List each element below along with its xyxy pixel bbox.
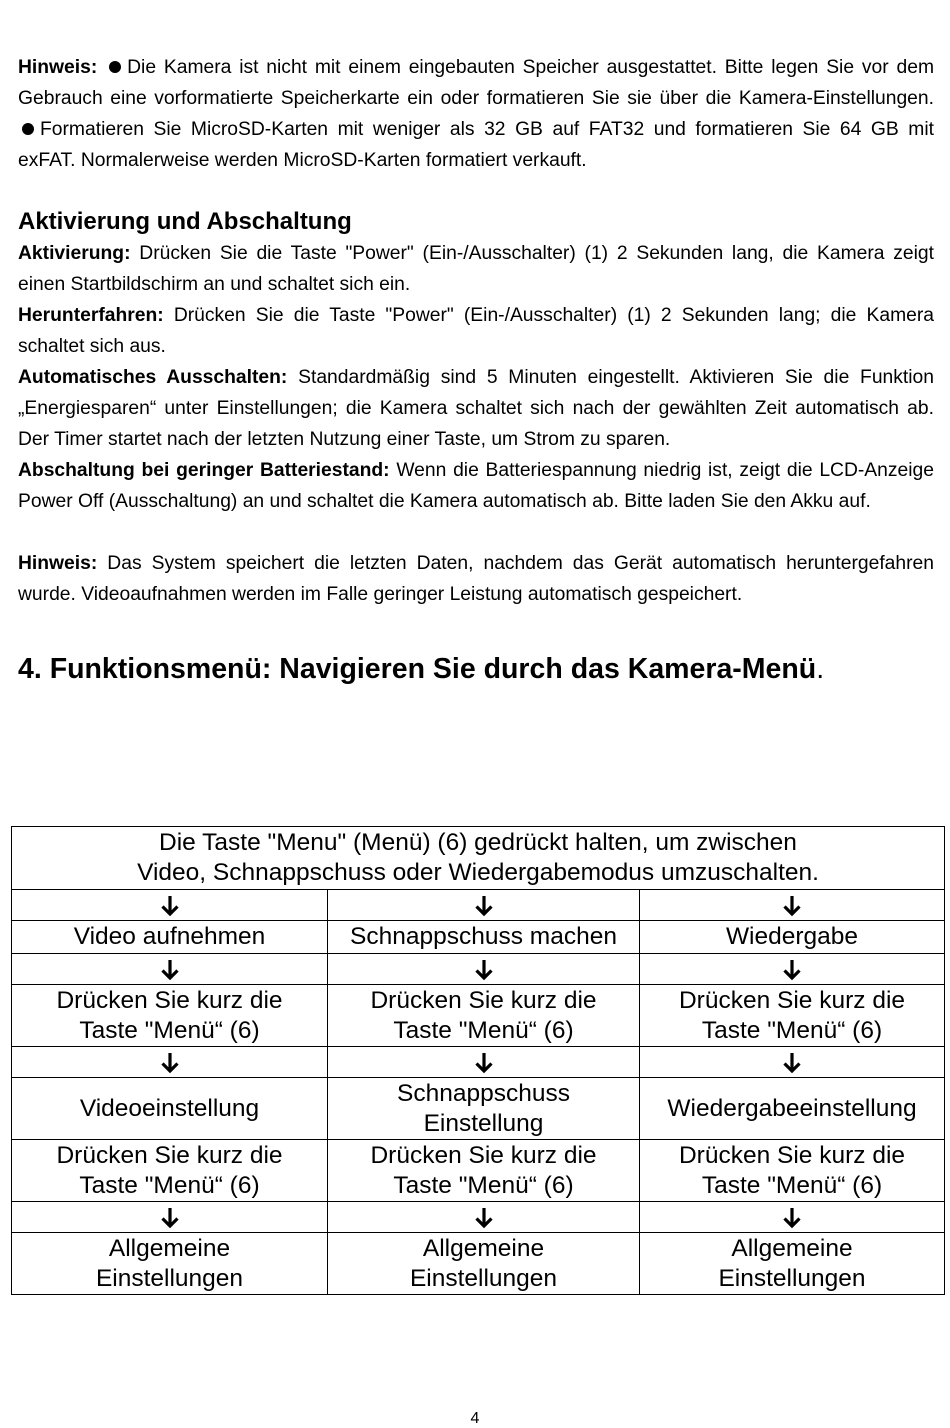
paragraph-label: Herunterfahren: bbox=[18, 305, 164, 326]
paragraph-activation bbox=[18, 238, 934, 300]
arrow-down-icon bbox=[782, 959, 802, 981]
table-row bbox=[12, 827, 945, 890]
arrow-down-icon bbox=[160, 895, 180, 917]
paragraph-label: Aktivierung: bbox=[18, 243, 131, 264]
cell-line: Taste "Menü“ (6) bbox=[701, 1171, 883, 1199]
arrow-cell bbox=[328, 890, 640, 921]
cell-line: Wiedergabeeinstellung bbox=[667, 1094, 917, 1122]
press-menu-cell bbox=[640, 1140, 945, 1202]
header-line: Die Taste "Menu" (Menü) (6) gedrückt halten, um zwischen bbox=[159, 829, 797, 856]
paragraph-text: Wenn die Batteriespannung niedrig ist, zeigt die LCD-Anzeige Power Off (Ausschaltung) an und schaltet die Kamera automatisch ab. Bitte laden Sie den Akku auf. bbox=[18, 460, 934, 512]
bullet-icon bbox=[109, 61, 121, 73]
table-header-cell bbox=[12, 827, 945, 890]
cell-line: Taste "Menü“ (6) bbox=[393, 1016, 574, 1044]
paragraph-text: Standardmäßig sind 5 Minuten eingestellt. Aktivieren Sie die Funktion „Energiesparen“ unter Einstellungen; die Kamera schaltet sich nach der gewählten Zeit automatisch ab. Der Timer startet nach der letzten Nutzung einer Taste, um Strom zu sparen. bbox=[18, 367, 935, 450]
mode-cell: Video aufnehmen bbox=[12, 921, 328, 954]
paragraph-text: Drücken Sie die Taste "Power" (Ein-/Ausschalter) (1) 2 Sekunden lang, die Kamera zeigt einen Startbildschirm an und schaltet sich ein. bbox=[18, 243, 934, 295]
arrow-down-icon bbox=[160, 1207, 180, 1229]
note-text-b: Formatieren Sie MicroSD-Karten mit weniger als 32 GB auf FAT32 und formatieren Sie 64 GB mit exFAT. Normalerweise werden MicroSD-Karten formatiert verkauft. bbox=[18, 119, 934, 171]
arrow-down-icon bbox=[474, 895, 494, 917]
paragraph-low-battery bbox=[18, 455, 934, 517]
arrow-down-icon bbox=[474, 1207, 494, 1229]
general-settings-cell bbox=[640, 1233, 945, 1295]
arrow-cell bbox=[328, 1047, 640, 1078]
paragraph-label: Automatisches Ausschalten: bbox=[18, 367, 288, 388]
arrow-cell bbox=[12, 890, 328, 921]
note-text-a: Die Kamera ist nicht mit einem eingebauten Speicher ausgestattet. Bitte legen Sie vor dem Gebrauch eine vorformatierte Speicherkarte ein oder formatieren Sie sie über die Kamera-Einstellungen. bbox=[18, 57, 935, 109]
paragraph-auto-off bbox=[18, 362, 934, 455]
table-row bbox=[12, 1078, 945, 1140]
chapter-period: . bbox=[816, 653, 825, 685]
arrow-cell bbox=[640, 1202, 945, 1233]
cell-line: Einstellungen bbox=[95, 1264, 244, 1292]
note-system-save bbox=[18, 548, 934, 610]
press-menu-cell bbox=[640, 985, 945, 1047]
note-label: Hinweis: bbox=[18, 57, 98, 78]
arrow-down-icon bbox=[782, 1207, 802, 1229]
setting-cell bbox=[12, 1078, 328, 1140]
arrow-cell bbox=[12, 1202, 328, 1233]
cell-line: Videoeinstellung bbox=[79, 1094, 260, 1122]
chapter-number: 4. bbox=[18, 653, 42, 685]
section-title: Aktivierung und Abschaltung bbox=[18, 208, 352, 235]
mode-cell: Schnappschuss machen bbox=[328, 921, 640, 954]
mode-cell: Wiedergabe bbox=[640, 921, 945, 954]
note-label: Hinweis: bbox=[18, 553, 98, 574]
cell-line: Taste "Menü“ (6) bbox=[393, 1171, 574, 1199]
cell-line: Drücken Sie kurz die bbox=[678, 986, 906, 1014]
paragraph-label: Abschaltung bei geringer Batteriestand: bbox=[18, 460, 390, 481]
arrow-down-icon bbox=[160, 959, 180, 981]
arrow-down-icon bbox=[160, 1052, 180, 1074]
cell-line: Allgemeine bbox=[422, 1234, 545, 1262]
arrow-cell bbox=[12, 1047, 328, 1078]
cell-line: Einstellungen bbox=[718, 1264, 866, 1292]
chapter-title: Funktionsmenü: Navigieren Sie durch das Kamera-Menü bbox=[49, 653, 817, 685]
table-row bbox=[12, 1202, 945, 1233]
table-row bbox=[12, 985, 945, 1047]
table-row bbox=[12, 1233, 945, 1295]
table-row bbox=[12, 954, 945, 985]
press-menu-cell bbox=[328, 985, 640, 1047]
arrow-cell bbox=[640, 1047, 945, 1078]
press-menu-cell bbox=[328, 1140, 640, 1202]
cell-line: Schnappschuss bbox=[397, 1079, 570, 1107]
menu-flow-table bbox=[11, 826, 945, 1295]
chapter-heading bbox=[18, 651, 934, 687]
cell-line: Taste "Menü“ (6) bbox=[701, 1016, 883, 1044]
arrow-cell bbox=[328, 1202, 640, 1233]
cell-line: Einstellungen bbox=[409, 1264, 558, 1292]
paragraph-text: Drücken Sie die Taste "Power" (Ein-/Ausschalter) (1) 2 Sekunden lang; die Kamera schaltet sich aus. bbox=[18, 305, 934, 357]
setting-cell bbox=[328, 1078, 640, 1140]
document-page bbox=[18, 52, 934, 687]
setting-cell bbox=[640, 1078, 945, 1140]
press-menu-cell bbox=[12, 1140, 328, 1202]
press-menu-cell bbox=[12, 985, 328, 1047]
note-memory-card bbox=[18, 52, 934, 176]
arrow-cell bbox=[12, 954, 328, 985]
arrow-down-icon bbox=[782, 895, 802, 917]
cell-line: Drücken Sie kurz die bbox=[56, 1141, 283, 1169]
cell-line: Taste "Menü“ (6) bbox=[79, 1016, 260, 1044]
arrow-cell bbox=[640, 890, 945, 921]
table-row bbox=[12, 890, 945, 921]
cell-line: Drücken Sie kurz die bbox=[370, 1141, 597, 1169]
cell-line: Drücken Sie kurz die bbox=[370, 986, 597, 1014]
arrow-cell bbox=[328, 954, 640, 985]
cell-line: Drücken Sie kurz die bbox=[56, 986, 283, 1014]
cell-line: Drücken Sie kurz die bbox=[678, 1141, 906, 1169]
header-line: Video, Schnappschuss oder Wiedergabemodus umzuschalten. bbox=[137, 859, 819, 886]
general-settings-cell bbox=[328, 1233, 640, 1295]
table-row bbox=[12, 921, 945, 954]
note-text: Das System speichert die letzten Daten, nachdem das Gerät automatisch heruntergefahren wurde. Videoaufnahmen werden im Falle geringer Leistung automatisch gespeichert. bbox=[18, 553, 935, 605]
table-row bbox=[12, 1140, 945, 1202]
arrow-down-icon bbox=[782, 1052, 802, 1074]
arrow-down-icon bbox=[474, 959, 494, 981]
general-settings-cell bbox=[12, 1233, 328, 1295]
arrow-cell bbox=[640, 954, 945, 985]
table-row bbox=[12, 1047, 945, 1078]
cell-line: Allgemeine bbox=[108, 1234, 231, 1262]
bullet-icon bbox=[22, 123, 34, 135]
paragraph-shutdown bbox=[18, 300, 934, 362]
cell-line: Taste "Menü“ (6) bbox=[79, 1171, 260, 1199]
arrow-down-icon bbox=[474, 1052, 494, 1074]
cell-line: Allgemeine bbox=[731, 1234, 853, 1262]
page-number: 4 bbox=[470, 1410, 480, 1427]
cell-line: Einstellung bbox=[423, 1109, 544, 1137]
